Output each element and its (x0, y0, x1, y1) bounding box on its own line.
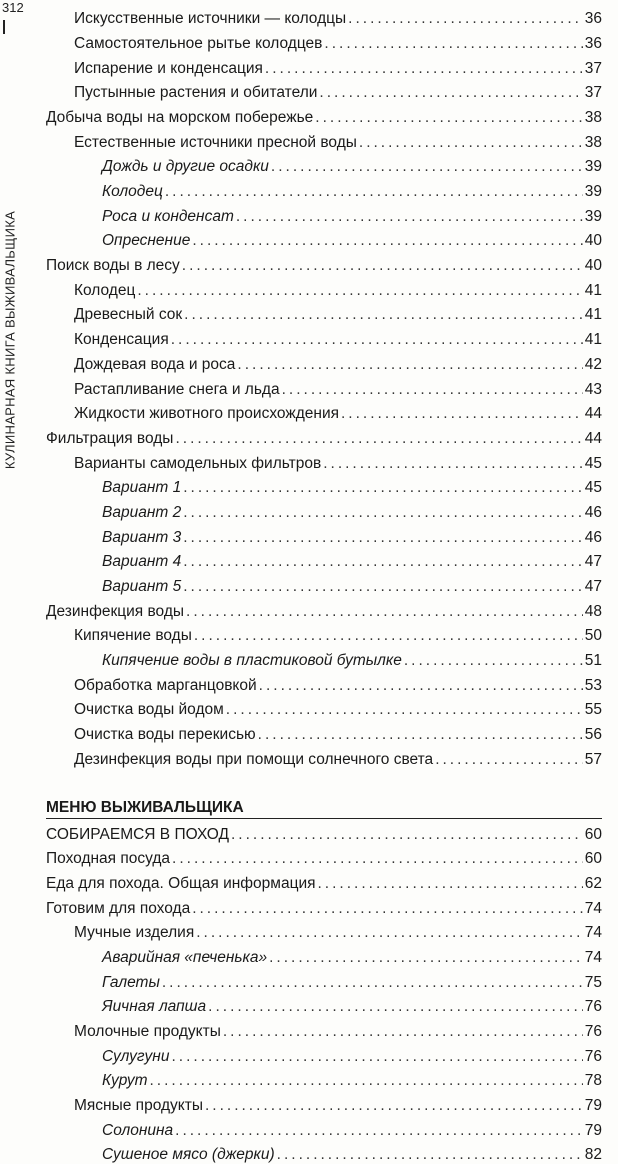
toc-entry-page: 60 (584, 850, 602, 868)
dot-leader (196, 925, 583, 941)
toc-entry-page: 41 (584, 281, 602, 299)
toc-entry (46, 1090, 602, 1115)
toc-section-water (46, 3, 602, 768)
toc-entry (46, 670, 602, 695)
dot-leader (194, 628, 583, 644)
toc-entry-page: 39 (584, 207, 602, 225)
dot-leader (237, 357, 582, 373)
toc-entry (46, 596, 602, 621)
toc-entry-page: 45 (584, 454, 602, 472)
toc-entry-title: Еда для похода. Общая информация (46, 874, 316, 892)
toc-entry (46, 1139, 602, 1164)
toc-entry-title: Вариант 2 (102, 503, 182, 521)
toc-entry (46, 546, 602, 571)
toc-entry-title: Готовим для похода (46, 899, 191, 917)
toc-entry-page: 46 (584, 503, 602, 521)
toc-entry-title: Яичная лапша (102, 998, 207, 1016)
toc-entry-title: Курут (102, 1072, 148, 1090)
dot-leader (258, 727, 583, 743)
toc-entry-page: 60 (584, 825, 602, 843)
dot-leader (183, 579, 583, 595)
toc-entry (46, 250, 602, 275)
page-number: 312 (2, 0, 24, 15)
toc-entry-title: Молочные продукты (74, 1023, 221, 1040)
dot-leader (149, 1073, 582, 1089)
dot-leader (165, 184, 583, 200)
toc-entry (46, 942, 602, 967)
toc-entry (46, 275, 602, 300)
dot-leader (324, 36, 582, 52)
toc-entry-title: Древесный сок (74, 306, 183, 324)
toc-entry-page: 46 (584, 528, 602, 546)
dot-leader (162, 975, 583, 991)
toc-entry-page: 74 (584, 948, 602, 966)
toc-entry-title: Колодец (102, 183, 163, 200)
toc-entry-title: Дезинфекция воды при помощи солнечного света (74, 750, 434, 768)
toc-entry (46, 225, 602, 250)
dot-leader (205, 1098, 583, 1114)
toc-entry-title: Вариант 5 (102, 578, 182, 595)
toc-entry (46, 818, 602, 843)
toc-entry (46, 3, 602, 28)
toc-entry-page: 36 (584, 34, 602, 52)
toc-entry (46, 521, 602, 546)
toc-entry-page: 57 (584, 750, 602, 768)
toc-entry-title: Походная посуда (46, 850, 171, 868)
toc-entry (46, 126, 602, 151)
dot-leader (182, 258, 583, 274)
toc-entry-page: 37 (584, 84, 602, 102)
toc-entry-page: 42 (584, 355, 602, 373)
toc-entry (46, 349, 602, 374)
toc-entry-page: 75 (584, 973, 602, 991)
toc-entry (46, 497, 602, 522)
toc-entry (46, 373, 602, 398)
toc-entry-title: Добыча воды на морском побережье (46, 108, 314, 126)
toc-entry-title: Варианты самодельных фильтров (74, 454, 322, 472)
dot-leader (175, 1123, 583, 1139)
toc-entry-title: СОБИРАЕМСЯ В ПОХОД (46, 825, 229, 843)
toc-entry (46, 398, 602, 423)
toc-entry (46, 1115, 602, 1140)
toc-entry (46, 843, 602, 868)
toc-entry-title: Жидкости животного происхождения (74, 405, 339, 423)
toc-entry-title: Кипячение воды в пластиковой бутылке (102, 652, 402, 670)
toc-entry-title: Очистка воды йодом (74, 701, 224, 719)
toc-entry-title: Сушеное мясо (джерки) (102, 1146, 275, 1164)
toc-entry-title: Колодец (74, 281, 136, 299)
toc-entry-page: 41 (584, 331, 602, 349)
toc-entry-page: 48 (584, 602, 602, 620)
toc-entry (46, 1016, 602, 1041)
toc-entry (46, 77, 602, 102)
toc-entry-title: Аварийная «печенька» (102, 948, 268, 966)
dot-leader (175, 431, 582, 447)
dot-leader (318, 876, 583, 892)
toc-entry (46, 423, 602, 448)
toc-entry-page: 44 (584, 429, 602, 447)
toc-entry-page: 82 (584, 1146, 602, 1164)
dot-leader (226, 702, 583, 718)
dot-leader (341, 406, 583, 422)
toc-entry-page: 44 (584, 405, 602, 423)
toc-entry-title: Испарение и конденсация (74, 59, 263, 77)
toc-entry (46, 620, 602, 645)
toc-entry-page: 43 (584, 380, 602, 398)
toc-entry-page: 76 (584, 998, 602, 1016)
dot-leader (172, 851, 583, 867)
toc-entry (46, 892, 602, 917)
dot-leader (183, 505, 583, 521)
toc-entry (46, 324, 602, 349)
dot-leader (271, 159, 583, 175)
toc-entry-title: Обработка марганцовкой (74, 676, 257, 694)
toc-entry (46, 719, 602, 744)
toc-entry-title: Искусственные источники — колодцы (74, 10, 347, 28)
dot-leader (183, 480, 583, 496)
toc-entry (46, 868, 602, 893)
toc-entry-page: 79 (584, 1097, 602, 1115)
toc-entry-page: 50 (584, 627, 602, 645)
dot-leader (231, 827, 583, 843)
toc-entry-title: Вариант 4 (102, 553, 182, 571)
toc-entry-page: 79 (584, 1121, 602, 1139)
toc-entry-title: Вариант 1 (102, 479, 182, 497)
toc-entry (46, 102, 602, 127)
toc-entry-page: 53 (584, 676, 602, 694)
toc-entry-page: 39 (584, 158, 602, 176)
toc-entry (46, 991, 602, 1016)
margin-rule (3, 20, 5, 34)
toc-entry-title: Дождевая вода и роса (74, 355, 236, 373)
toc-entry-title: Растапливание снега и льда (74, 380, 280, 398)
toc-entry-title: Очистка воды перекисью (74, 726, 256, 744)
toc-section-menu (46, 818, 602, 1164)
toc-entry-title: Дождь и другие осадки (102, 158, 269, 176)
toc-entry-page: 76 (584, 1023, 602, 1040)
toc-entry (46, 966, 602, 991)
dot-leader (183, 554, 583, 570)
toc-entry-title: Фильтрация воды (46, 429, 174, 447)
toc-entry-title: Роса и конденсат (102, 207, 234, 225)
toc-entry-title: Естественные источники пресной воды (74, 133, 357, 151)
dot-leader (192, 901, 583, 917)
toc-entry (46, 744, 602, 769)
toc-entry-title: Кипячение воды (74, 627, 192, 645)
dot-leader (282, 382, 583, 398)
dot-leader (223, 1024, 583, 1040)
toc-entry-title: Мучные изделия (74, 924, 195, 942)
toc-entry-title: Вариант 3 (102, 528, 182, 546)
toc-entry-title: Сулугуни (102, 1047, 170, 1065)
toc-entry-page: 56 (584, 726, 602, 744)
dot-leader (183, 530, 583, 546)
toc-entry (46, 151, 602, 176)
toc-entry (46, 201, 602, 226)
toc-entry-title: Поиск воды в лесу (46, 257, 180, 275)
toc-entry (46, 645, 602, 670)
dot-leader (277, 1147, 583, 1163)
toc-entry (46, 571, 602, 596)
dot-leader (348, 11, 583, 27)
running-title: КУЛИНАРНАЯ КНИГА ВЫЖИВАЛЬЩИКА (2, 210, 18, 470)
toc-entry (46, 472, 602, 497)
toc-entry-page: 40 (584, 232, 602, 250)
dot-leader (359, 135, 583, 151)
toc-entry-title: Самостоятельное рытье колодцев (74, 34, 323, 52)
toc-entry (46, 1065, 602, 1090)
toc-entry (46, 1041, 602, 1066)
toc-entry-page: 74 (584, 924, 602, 942)
dot-leader (186, 604, 583, 620)
toc-entry-page: 38 (584, 133, 602, 151)
toc-entry-page: 55 (584, 701, 602, 719)
toc-entry (46, 299, 602, 324)
toc-entry-title: Галеты (102, 973, 160, 991)
dot-leader (269, 950, 583, 966)
toc-entry-page: 47 (584, 553, 602, 571)
toc-entry (46, 917, 602, 942)
toc-entry-page: 38 (584, 108, 602, 126)
toc-entry-title: Мясные продукты (74, 1097, 203, 1115)
page-margin (0, 0, 40, 1000)
toc-entry (46, 176, 602, 201)
dot-leader (259, 678, 583, 694)
toc-entry-title: Опреснение (102, 232, 191, 250)
toc-entry (46, 694, 602, 719)
toc-entry-page: 41 (584, 306, 602, 324)
dot-leader (315, 110, 582, 126)
toc-entry-page: 74 (584, 899, 602, 917)
dot-leader (171, 1049, 582, 1065)
dot-leader (184, 307, 583, 323)
dot-leader (192, 233, 582, 249)
dot-leader (404, 653, 583, 669)
dot-leader (323, 456, 583, 472)
toc-entry-page: 37 (584, 59, 602, 77)
dot-leader (208, 999, 583, 1015)
toc-entry-title: Дезинфекция воды (46, 602, 185, 620)
dot-leader (265, 61, 583, 77)
toc-entry-page: 62 (584, 874, 602, 892)
dot-leader (319, 85, 582, 101)
dot-leader (171, 332, 583, 348)
toc-entry-page: 40 (584, 257, 602, 275)
toc-entry (46, 28, 602, 53)
section-heading: МЕНЮ ВЫЖИВАЛЬЩИКА (46, 799, 244, 817)
dot-leader (236, 209, 583, 225)
toc-entry (46, 52, 602, 77)
toc-entry-title: Конденсация (74, 331, 169, 349)
toc-entry-page: 47 (584, 578, 602, 595)
dot-leader (137, 283, 582, 299)
toc-entry (46, 447, 602, 472)
toc-entry-page: 78 (584, 1072, 602, 1090)
table-of-contents (46, 3, 602, 1164)
toc-entry-title: Солонина (102, 1121, 174, 1139)
toc-entry-page: 36 (584, 10, 602, 28)
section-gap (46, 768, 602, 796)
toc-entry-page: 76 (584, 1047, 602, 1065)
toc-entry-page: 45 (584, 479, 602, 497)
dot-leader (435, 752, 583, 768)
toc-entry-page: 39 (584, 183, 602, 200)
toc-entry-title: Пустынные растения и обитатели (74, 84, 318, 102)
toc-entry-page: 51 (584, 652, 602, 670)
